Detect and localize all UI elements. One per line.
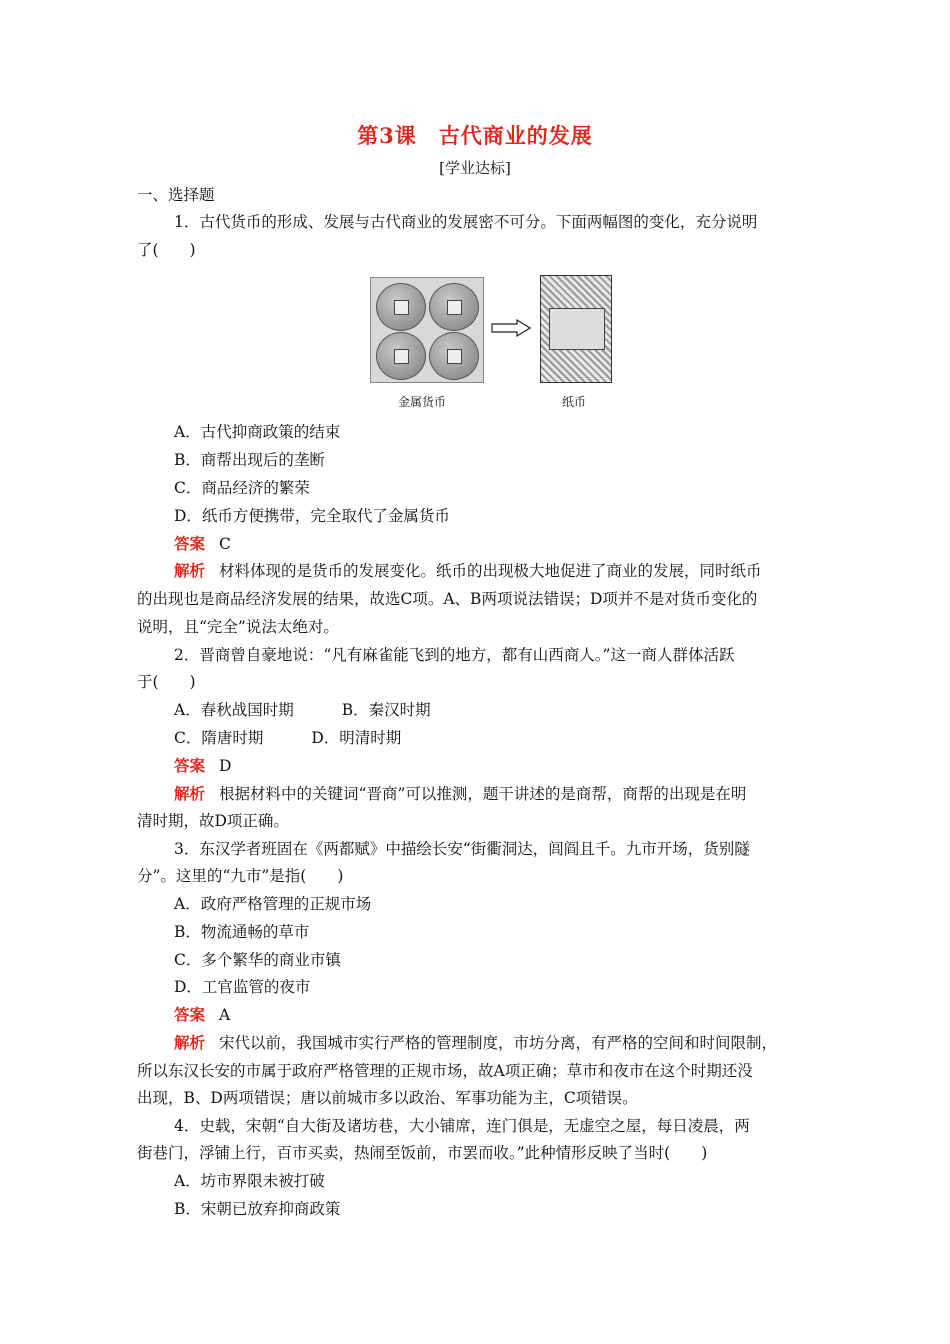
answer-value: D [219,757,232,775]
q1-answer [174,534,231,554]
q3-option-c: C．多个繁华的商业市镇 [174,951,341,969]
right-arrow-icon [491,319,531,337]
q2-options-row1 [174,700,431,720]
q3-analysis-line3: 出现，B、D两项错误；唐以前城市多以政治、军事功能为主，C项错误。 [137,1089,638,1107]
metal-coins-image [370,277,484,383]
q4-option-a: A．坊市界限未被打破 [174,1172,325,1190]
q2-analysis-line1: 解析 根据材料中的关键词“晋商”可以推测，题干讲述的是商帮，商帮的出现是在明 [174,784,747,803]
q3-analysis-line1: 解析 宋代以前，我国城市实行严格的管理制度，市坊分离，有严格的空间和时间限制， [174,1033,778,1052]
q1-option-a: A．古代抑商政策的结束 [174,423,341,441]
q1-option-b: B．商帮出现后的垄断 [174,451,325,469]
answer-label: 答案 [174,534,206,553]
q3-option-b: B．物流通畅的草市 [174,923,310,941]
q3-option-a: A．政府严格管理的正规市场 [174,895,372,913]
analysis-label: 解析 [174,1033,206,1052]
section-heading: 一、选择题 [137,186,215,204]
analysis-label: 解析 [174,561,206,580]
q3-stem-line2: 分”。这里的“九市”是指( ) [137,867,344,885]
analysis-label: 解析 [174,784,206,803]
q3-option-d: D．工官监管的夜市 [174,978,311,996]
q1-analysis-line1: 解析 材料体现的是货币的发展变化。纸币的出现极大地促进了商业的发展，同时纸币 [174,561,762,580]
q1-stem-line2: 了( ) [137,241,196,259]
answer-value: C [219,535,231,553]
q2-stem-line1: 2．晋商曾自豪地说：“凡有麻雀能飞到的地方，都有山西商人。”这一商人群体活跃 [174,646,735,664]
q2-option-d: D．明清时期 [311,729,402,747]
q4-stem-line1: 4．史载，宋朝“自大街及诸坊巷，大小铺席，连门俱是，无虚空之屋，每日凌晨，两 [174,1117,750,1135]
currency-figure [368,273,618,413]
q1-option-d: D．纸币方便携带，完全取代了金属货币 [174,507,450,525]
q1-analysis-line2: 的出现也是商品经济发展的结果，故选C项。A、B两项说法错误；D项并不是对货币变化的 [137,590,758,608]
q1-stem-line1: 1．古代货币的形成、发展与古代商业的发展密不可分。下面两幅图的变化，充分说明 [174,213,758,231]
paper-money-image [540,275,612,383]
q2-option-c: C．隋唐时期 [174,729,264,747]
lesson-number: 第3课 [357,123,417,148]
q3-analysis-line2: 所以东汉长安的市属于政府严格管理的正规市场，故A项正确；草市和夜市在这个时期还没 [137,1062,753,1080]
q2-analysis-line2: 清时期，故D项正确。 [137,812,289,830]
q3-stem-line1: 3．东汉学者班固在《两都赋》中描绘长安“街衢洞达，闾阎且千。九市开场，货别隧 [174,840,750,858]
q3-answer [174,1005,230,1025]
q2-option-a: A．春秋战国时期 [174,701,294,719]
q2-option-b: B．秦汉时期 [341,701,431,719]
q4-stem-line2: 街巷门，浮铺上行，百市买卖，热闹至饭前，市罢而收。”此种情形反映了当时( ) [137,1144,708,1162]
q4-option-b: B．宋朝已放弃抑商政策 [174,1200,341,1218]
answer-label: 答案 [174,756,206,775]
q2-answer [174,756,231,776]
lesson-name: 古代商业的发展 [438,123,593,148]
q1-analysis-line3: 说明，且“完全”说法太绝对。 [137,618,339,636]
q2-options-row2 [174,728,401,748]
answer-label: 答案 [174,1005,206,1024]
q2-stem-line2: 于( ) [137,673,196,691]
section-subtitle: [学业达标] [439,159,511,177]
caption-paper-money: 纸币 [562,395,587,409]
lesson-title [0,120,950,150]
caption-metal-currency: 金属货币 [398,395,447,409]
answer-value: A [219,1006,231,1024]
q1-option-c: C．商品经济的繁荣 [174,479,310,497]
